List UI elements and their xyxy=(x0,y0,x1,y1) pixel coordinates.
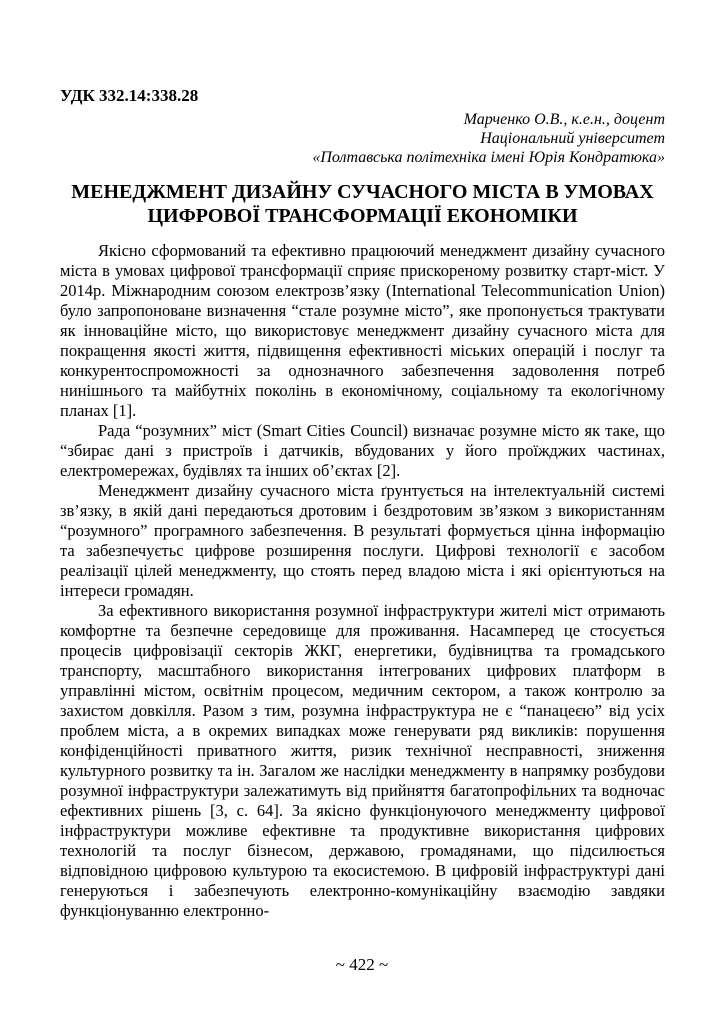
author-name: Марченко О.В., к.е.н., доцент xyxy=(463,111,665,128)
author-affiliation-line1: Національний університет xyxy=(480,130,665,147)
udc-code: УДК 332.14:338.28 xyxy=(60,86,199,105)
article-title: МЕНЕДЖМЕНТ ДИЗАЙНУ СУЧАСНОГО МІСТА В УМОВАХ ЦИФРОВОЇ ТРАНСФОРМАЦІЇ ЕКОНОМІКИ xyxy=(71,181,654,227)
page-number: ~ 422 ~ xyxy=(335,955,389,974)
byline-block xyxy=(60,110,665,167)
author-affiliation-line2: «Полтавська політехніка імені Юрія Кондратюка» xyxy=(312,149,665,166)
page-content xyxy=(60,86,665,921)
paragraph-2: Рада “розумних” міст (Smart Cities Council) визначає розумне місто як таке, що “збирає дані з пристроїв і датчиків, вбудованих у його проїжджих частинах, електромережах, будівлях та інших об’єктах [2]. xyxy=(60,421,665,480)
paragraph-3: Менеджмент дизайну сучасного міста ґрунтується на інтелектуальній системі зв’язку, в якій дані передаються дротовим і бездротовим зв’язком з використанням “розумного” програмного забезпечення. В результаті формується цінна інформацію та забезпечуєтьс цифрове розширення послуги. Цифрові технології є засобом реалізації цілей менеджменту, що стоять перед владою міста і які орієнтуються на інтереси громадян. xyxy=(60,481,665,600)
paragraph-4: За ефективного використання розумної інфраструктури жителі міст отримають комфортне та безпечне середовище для проживання. Насамперед це стосується процесів цифровізації секторів ЖКГ, енергетики, будівництва та громадського транспорту, масштабного використання інтегрованих цифрових платформ в управлінні містом, освітнім процесом, медичним сектором, а також контролю за захистом довкілля. Разом з тим, розумна інфраструктура не є “панацеєю” від усіх проблем міста, а в окремих випадках може генерувати ряд викликів: порушення конфіденційності приватного життя, ризик технічної несправності, зниження культурного розвитку та ін. Загалом же наслідки менеджменту в напрямку розбудови розумної інфраструктури залежатимуть від прийняття багатопрофільних та водночас ефективних рішень [3, с. 64]. За якісно функціонуючого менеджменту цифрової інфраструктури можливе ефективне та продуктивне використання цифрових технологій та послуг бізнесом, державою, громадянами, що підсилюється відповідною цифровою культурою та екосистемою. В цифровій інфраструктурі дані генеруються і забезпечують електронно-комунікаційну взаємодію завдяки функціонуванню електронно- xyxy=(60,601,665,920)
article-body xyxy=(60,241,665,921)
paragraph-1: Якісно сформований та ефективно працюючий менеджмент дизайну сучасного міста в умовах цифрової трансформації сприяє прискореному розвитку старт-міст. У 2014р. Міжнародним союзом електрозв’язку (International Telecommunication Union) було запропоноване визначення “стале розумне місто”, яке пропонується трактувати як інноваційне місто, що використовує менеджмент дизайну сучасного міста для покращення якості життя, підвищення ефективності міських операцій і послуг та конкурентоспроможності за однозначного забезпечення задоволення потреб нинішнього та майбутніх поколінь в економічному, соціальному та екологічному планах [1]. xyxy=(60,241,665,420)
